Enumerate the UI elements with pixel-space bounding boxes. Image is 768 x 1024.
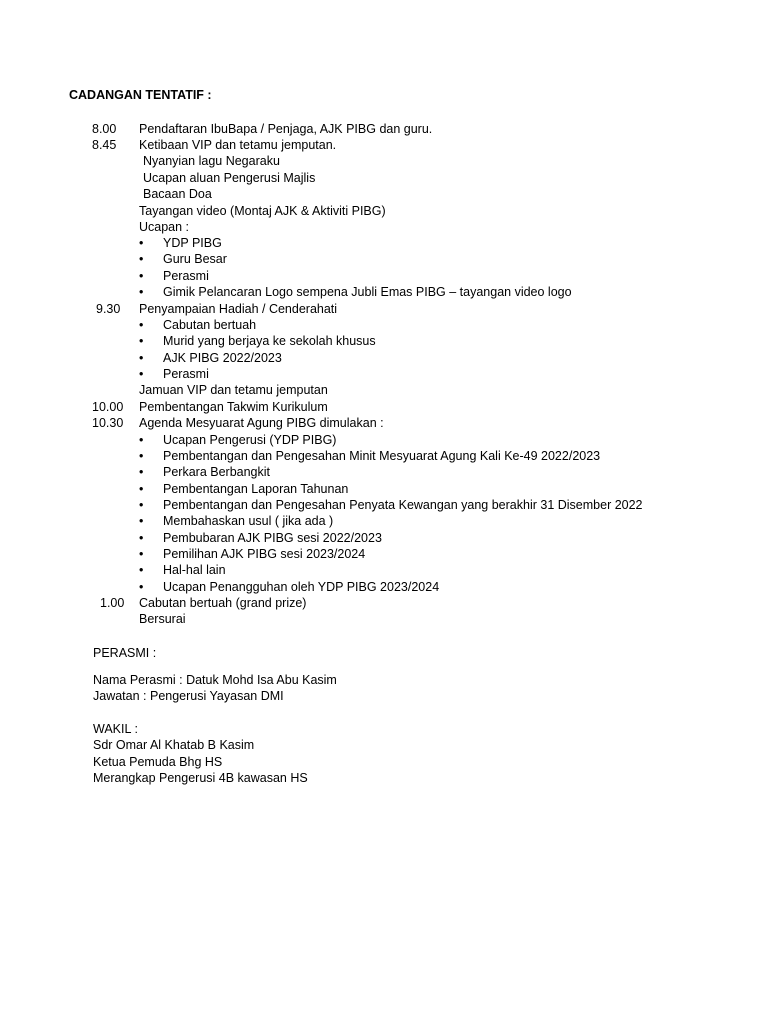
document-title: CADANGAN TENTATIF : xyxy=(69,88,212,102)
bullet-icon: • xyxy=(139,269,144,283)
list-item-text: Perasmi xyxy=(163,269,209,283)
list-item xyxy=(0,317,768,333)
bullet-icon: • xyxy=(139,351,144,365)
wakil-line xyxy=(0,754,768,770)
bullet-icon: • xyxy=(139,465,144,479)
bullet-icon: • xyxy=(139,236,144,250)
schedule-text: Agenda Mesyuarat Agung PIBG dimulakan : xyxy=(139,416,384,430)
bullet-icon: • xyxy=(139,482,144,496)
list-item xyxy=(0,235,768,251)
list-item-text: Cabutan bertuah xyxy=(163,318,257,332)
list-item-text: Pembubaran AJK PIBG sesi 2022/2023 xyxy=(163,531,382,545)
schedule-row xyxy=(0,382,768,398)
wakil-line xyxy=(0,770,768,786)
schedule-row xyxy=(0,399,768,415)
list-item xyxy=(0,251,768,267)
schedule-text: Penyampaian Hadiah / Cenderahati xyxy=(139,302,338,316)
perasmi-position-text: Jawatan : Pengerusi Yayasan DMI xyxy=(93,689,284,703)
list-item-text: Ucapan Pengerusi (YDP PIBG) xyxy=(163,433,337,447)
list-item xyxy=(0,562,768,578)
bullet-icon: • xyxy=(139,318,144,332)
wakil-line-text: Ketua Pemuda Bhg HS xyxy=(93,755,223,769)
list-item xyxy=(0,530,768,546)
list-item-text: Gimik Pelancaran Logo sempena Jubli Emas PIBG – tayangan video logo xyxy=(163,285,572,299)
wakil-line-text: Merangkap Pengerusi 4B kawasan HS xyxy=(93,771,308,785)
schedule-text: Bacaan Doa xyxy=(143,187,212,201)
schedule-time: 8.45 xyxy=(92,138,117,152)
list-item-text: Murid yang berjaya ke sekolah khusus xyxy=(163,334,376,348)
schedule-text: Tayangan video (Montaj AJK & Aktiviti PIBG) xyxy=(139,204,386,218)
perasmi-name-text: Nama Perasmi : Datuk Mohd Isa Abu Kasim xyxy=(93,673,337,687)
list-item-text: Pembentangan dan Pengesahan Penyata Kewangan yang berakhir 31 Disember 2022 xyxy=(163,498,643,512)
schedule-text: Pendaftaran IbuBapa / Penjaga, AJK PIBG dan guru. xyxy=(139,122,433,136)
bullet-icon: • xyxy=(139,449,144,463)
schedule-row xyxy=(0,595,768,611)
schedule-text: Nyanyian lagu Negaraku xyxy=(143,154,280,168)
list-item-text: Perkara Berbangkit xyxy=(163,465,271,479)
schedule-time: 1.00 xyxy=(100,596,125,610)
schedule-time: 8.00 xyxy=(92,122,117,136)
list-item xyxy=(0,464,768,480)
list-item xyxy=(0,268,768,284)
schedule-row xyxy=(0,170,768,186)
list-item xyxy=(0,513,768,529)
schedule-row xyxy=(0,203,768,219)
schedule-text: Cabutan bertuah (grand prize) xyxy=(139,596,307,610)
list-item-text: AJK PIBG 2022/2023 xyxy=(163,351,282,365)
wakil-line-text: Sdr Omar Al Khatab B Kasim xyxy=(93,738,255,752)
list-item xyxy=(0,481,768,497)
schedule-time: 10.30 xyxy=(92,416,124,430)
list-item-text: Pembentangan Laporan Tahunan xyxy=(163,482,349,496)
bullet-icon: • xyxy=(139,367,144,381)
list-item xyxy=(0,497,768,513)
list-item xyxy=(0,448,768,464)
list-item xyxy=(0,546,768,562)
bullet-icon: • xyxy=(139,498,144,512)
schedule-row xyxy=(0,415,768,431)
bullet-icon: • xyxy=(139,547,144,561)
list-item xyxy=(0,432,768,448)
list-item-text: Hal-hal lain xyxy=(163,563,226,577)
bullet-icon: • xyxy=(139,252,144,266)
list-item xyxy=(0,366,768,382)
schedule-text: Jamuan VIP dan tetamu jemputan xyxy=(139,383,328,397)
list-item xyxy=(0,284,768,300)
list-item-text: Guru Besar xyxy=(163,252,227,266)
schedule-row xyxy=(0,611,768,627)
wakil-heading xyxy=(0,721,768,737)
schedule-row xyxy=(0,153,768,169)
schedule-row xyxy=(0,121,768,137)
schedule-row xyxy=(0,219,768,235)
bullet-icon: • xyxy=(139,563,144,577)
list-item-text: Ucapan Penangguhan oleh YDP PIBG 2023/2024 xyxy=(163,580,440,594)
list-item-text: YDP PIBG xyxy=(163,236,222,250)
schedule-text: Pembentangan Takwim Kurikulum xyxy=(139,400,328,414)
schedule-text: Bersurai xyxy=(139,612,186,626)
perasmi-name xyxy=(0,672,768,688)
list-item-text: Pemilihan AJK PIBG sesi 2023/2024 xyxy=(163,547,366,561)
list-item xyxy=(0,350,768,366)
schedule-time: 10.00 xyxy=(92,400,124,414)
schedule-row xyxy=(0,137,768,153)
perasmi-heading-text: PERASMI : xyxy=(93,646,157,660)
list-item xyxy=(0,333,768,349)
schedule-text: Ketibaan VIP dan tetamu jemputan. xyxy=(139,138,337,152)
perasmi-heading xyxy=(0,645,768,661)
list-item-text: Membahaskan usul ( jika ada ) xyxy=(163,514,334,528)
wakil-heading-text: WAKIL : xyxy=(93,722,138,736)
list-item xyxy=(0,579,768,595)
bullet-icon: • xyxy=(139,531,144,545)
schedule-row xyxy=(0,186,768,202)
bullet-icon: • xyxy=(139,285,144,299)
list-item-text: Perasmi xyxy=(163,367,209,381)
schedule-text: Ucapan : xyxy=(139,220,190,234)
bullet-icon: • xyxy=(139,580,144,594)
bullet-icon: • xyxy=(139,514,144,528)
schedule-row xyxy=(0,301,768,317)
schedule-time: 9.30 xyxy=(96,302,121,316)
wakil-line xyxy=(0,737,768,753)
perasmi-position xyxy=(0,688,768,704)
schedule-text: Ucapan aluan Pengerusi Majlis xyxy=(143,171,316,185)
bullet-icon: • xyxy=(139,334,144,348)
list-item-text: Pembentangan dan Pengesahan Minit Mesyuarat Agung Kali Ke-49 2022/2023 xyxy=(163,449,601,463)
bullet-icon: • xyxy=(139,433,144,447)
